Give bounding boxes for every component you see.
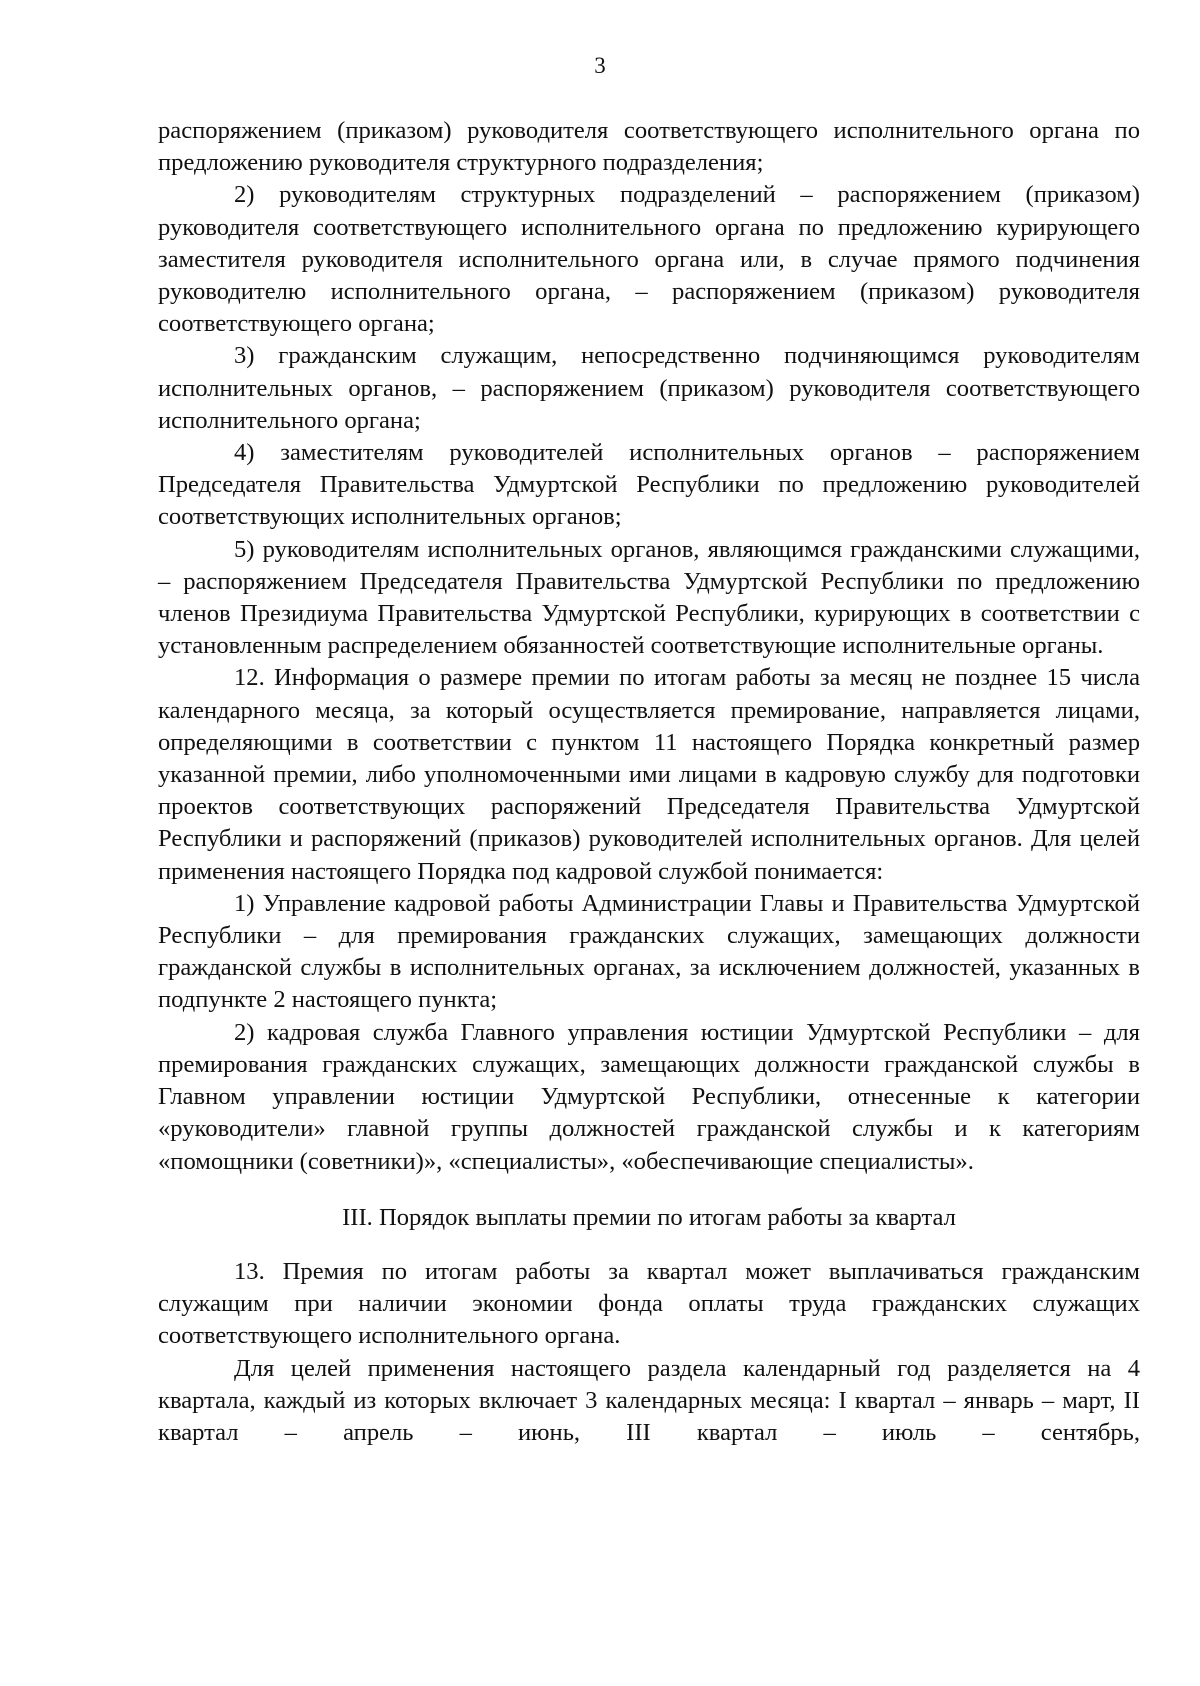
paragraph-item-4: 4) заместителям руководителей исполнительных органов – распоряжением Председателя Правительства Удмуртской Республики по предложению руководителей соответствующих исполнительных органов;: [158, 439, 1140, 531]
paragraph-clause-13: 13. Премия по итогам работы за квартал может выплачиваться гражданским служащим при наличии экономии фонда оплаты труда гражданских служащих соответствующего исполнительного органа.: [158, 1257, 1140, 1350]
paragraph-item-2: 2) руководителям структурных подразделений – распоряжением (приказом) руководителя соответствующего исполнительного органа по предложению курирующего заместителя руководителя исполнительного органа или, в случае прямого подчинения руководителю исполнительного органа, – распоряжением (приказом) руководителя соответствующего органа;: [158, 181, 1140, 338]
paragraph-item-3: 3) гражданским служащим, непосредственно подчиняющимся руководителям исполнительных органов, – распоряжением (приказом) руководителя соответствующего исполнительного органа;: [158, 342, 1140, 434]
section-heading: III. Порядок выплаты премии по итогам работы за квартал: [342, 1203, 956, 1231]
paragraph-quarters: Для целей применения настоящего раздела календарный год разделяется на 4 квартала, каждый из которых включает 3 календарных месяца: I квартал – январь – март, II квартал – апрель – июнь, III квартал – июль – сентябрь,: [158, 1354, 1140, 1446]
paragraph-continuation: распоряжением (приказом) руководителя соответствующего исполнительного органа по предложению руководителя структурного подразделения;: [158, 117, 1140, 177]
paragraph-clause-12-item-1: 1) Управление кадровой работы Администрации Главы и Правительства Удмуртской Республики – для премирования гражданских служащих, замещающих должности гражданской службы в исполнительных органах, за исключением должностей, указанных в подпункте 2 настоящего пункта;: [158, 889, 1140, 1014]
paragraph-item-5: 5) руководителям исполнительных органов, являющимся гражданскими служащими, – распоряжением Председателя Правительства Удмуртской Республики по предложению членов Президиума Правительства Удмуртской Республики, курирующих в соответствии с установленным распределением обязанностей соответствующие исполнительные органы.: [158, 535, 1140, 660]
document-body: [158, 115, 1140, 1449]
page-number: 3: [594, 53, 606, 78]
paragraph-clause-12-item-2: 2) кадровая служба Главного управления юстиции Удмуртской Республики – для премирования гражданских служащих, замещающих должности гражданской службы в Главном управлении юстиции Удмуртской Республики, отнесенные к категории «руководители» главной группы должностей гражданской службы и к категориям «помощники (советники)», «специалисты», «обеспечивающие специалисты».: [158, 1018, 1140, 1175]
paragraph-clause-12: 12. Информация о размере премии по итогам работы за месяц не позднее 15 числа календарного месяца, за который осуществляется премирование, направляется лицами, определяющими в соответствии с пунктом 11 настоящего Порядка конкретный размер указанной премии, либо уполномоченными ими лицами в кадровую службу для подготовки проектов соответствующих распоряжений Председателя Правительства Удмуртской Республики и распоряжений (приказов) руководителей исполнительных органов. Для целей применения настоящего Порядка под кадровой службой понимается:: [158, 664, 1140, 885]
